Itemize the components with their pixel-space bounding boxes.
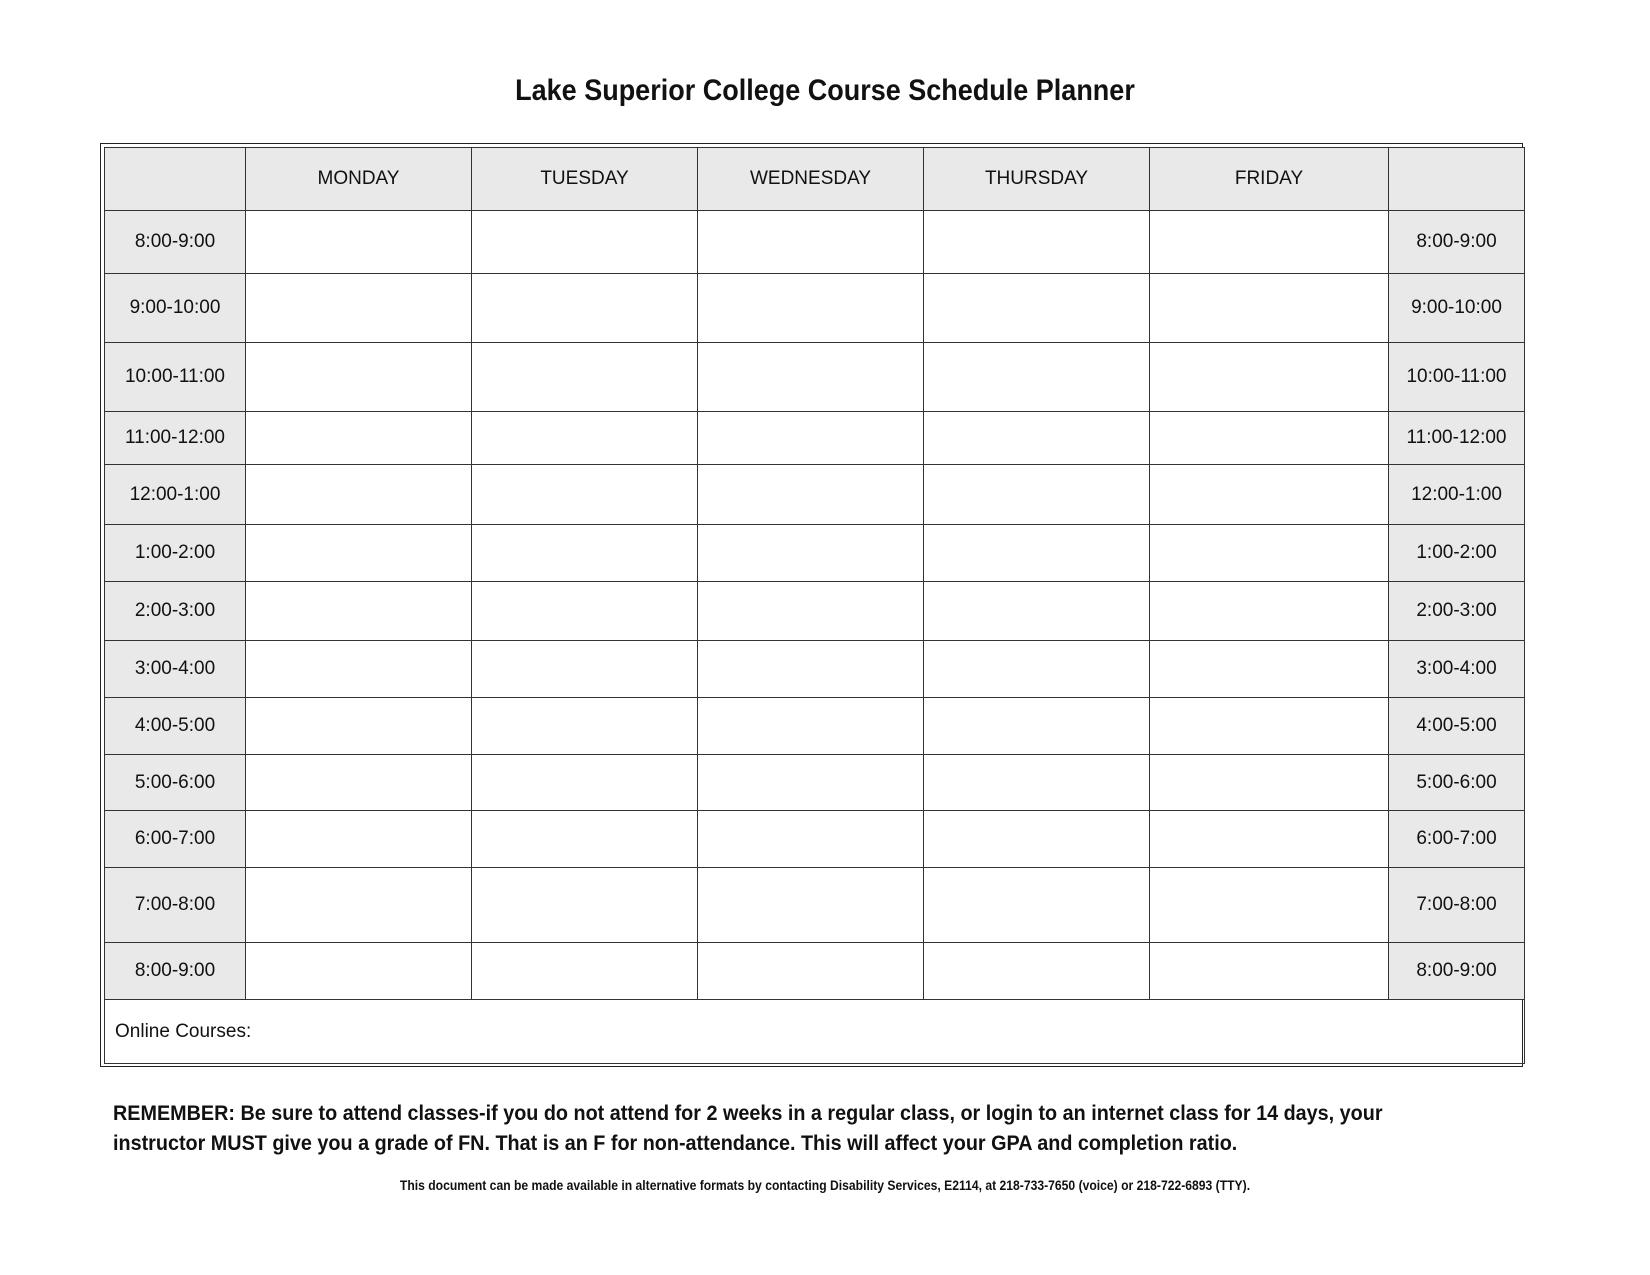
time-label-left: 1:00-2:00 — [105, 525, 246, 582]
page-title: Lake Superior College Course Schedule Planner — [515, 74, 1135, 107]
time-label-left: 8:00-9:00 — [105, 211, 246, 274]
schedule-cell-monday[interactable] — [246, 943, 472, 1000]
day-header-friday: FRIDAY — [1150, 148, 1389, 211]
schedule-cell-tuesday[interactable] — [472, 211, 698, 274]
schedule-cell-monday[interactable] — [246, 641, 472, 698]
time-label-right: 1:00-2:00 — [1389, 525, 1525, 582]
time-label-right: 3:00-4:00 — [1389, 641, 1525, 698]
schedule-cell-monday[interactable] — [246, 868, 472, 943]
schedule-cell-friday[interactable] — [1150, 811, 1389, 868]
schedule-cell-monday[interactable] — [246, 525, 472, 582]
schedule-cell-monday[interactable] — [246, 211, 472, 274]
time-label-left: 2:00-3:00 — [105, 582, 246, 641]
schedule-cell-tuesday[interactable] — [472, 343, 698, 412]
schedule-cell-friday[interactable] — [1150, 211, 1389, 274]
corner-cell-left — [105, 148, 246, 211]
schedule-cell-thursday[interactable] — [924, 525, 1150, 582]
online-courses-row — [105, 1000, 1525, 1064]
time-label-right: 2:00-3:00 — [1389, 582, 1525, 641]
schedule-cell-monday[interactable] — [246, 755, 472, 811]
schedule-cell-thursday[interactable] — [924, 211, 1150, 274]
schedule-cell-thursday[interactable] — [924, 943, 1150, 1000]
schedule-cell-monday[interactable] — [246, 582, 472, 641]
time-row — [105, 641, 1525, 698]
schedule-table — [104, 147, 1525, 1064]
schedule-cell-wednesday[interactable] — [698, 525, 924, 582]
schedule-cell-tuesday[interactable] — [472, 412, 698, 465]
time-label-right: 4:00-5:00 — [1389, 698, 1525, 755]
schedule-cell-thursday[interactable] — [924, 274, 1150, 343]
schedule-cell-thursday[interactable] — [924, 412, 1150, 465]
time-row — [105, 698, 1525, 755]
time-row — [105, 465, 1525, 525]
schedule-cell-thursday[interactable] — [924, 698, 1150, 755]
schedule-cell-friday[interactable] — [1150, 943, 1389, 1000]
day-header-tuesday: TUESDAY — [472, 148, 698, 211]
schedule-cell-thursday[interactable] — [924, 755, 1150, 811]
schedule-cell-wednesday[interactable] — [698, 274, 924, 343]
corner-cell-right — [1389, 148, 1525, 211]
schedule-cell-tuesday[interactable] — [472, 698, 698, 755]
schedule-cell-tuesday[interactable] — [472, 465, 698, 525]
schedule-cell-wednesday[interactable] — [698, 868, 924, 943]
time-row — [105, 525, 1525, 582]
day-header-monday: MONDAY — [246, 148, 472, 211]
schedule-cell-thursday[interactable] — [924, 641, 1150, 698]
header-row — [105, 148, 1525, 211]
schedule-cell-wednesday[interactable] — [698, 811, 924, 868]
schedule-cell-wednesday[interactable] — [698, 465, 924, 525]
day-header-wednesday: WEDNESDAY — [698, 148, 924, 211]
time-label-right: 7:00-8:00 — [1389, 868, 1525, 943]
time-row — [105, 811, 1525, 868]
time-row — [105, 412, 1525, 465]
time-row — [105, 755, 1525, 811]
online-courses-cell[interactable] — [105, 1000, 1525, 1064]
schedule-cell-monday[interactable] — [246, 274, 472, 343]
schedule-cell-tuesday[interactable] — [472, 811, 698, 868]
schedule-cell-friday[interactable] — [1150, 868, 1389, 943]
schedule-cell-thursday[interactable] — [924, 868, 1150, 943]
time-label-left: 8:00-9:00 — [105, 943, 246, 1000]
schedule-cell-friday[interactable] — [1150, 412, 1389, 465]
schedule-cell-wednesday[interactable] — [698, 698, 924, 755]
schedule-cell-tuesday[interactable] — [472, 525, 698, 582]
schedule-cell-tuesday[interactable] — [472, 582, 698, 641]
time-label-left: 6:00-7:00 — [105, 811, 246, 868]
schedule-cell-thursday[interactable] — [924, 343, 1150, 412]
time-row — [105, 343, 1525, 412]
attendance-notice: REMEMBER: Be sure to attend classes-if you do not attend for 2 weeks in a regular class, or login to an internet class for 14 days, your instructor MUST give you a grade of FN. That is an F for non-attendance. This will affect your GPA and completion ratio. — [113, 1101, 1383, 1155]
schedule-cell-thursday[interactable] — [924, 811, 1150, 868]
time-label-right: 10:00-11:00 — [1389, 343, 1525, 412]
time-row — [105, 868, 1525, 943]
time-label-right: 9:00-10:00 — [1389, 274, 1525, 343]
schedule-cell-wednesday[interactable] — [698, 343, 924, 412]
time-label-left: 11:00-12:00 — [105, 412, 246, 465]
schedule-cell-monday[interactable] — [246, 412, 472, 465]
schedule-cell-friday[interactable] — [1150, 343, 1389, 412]
schedule-cell-tuesday[interactable] — [472, 943, 698, 1000]
schedule-cell-wednesday[interactable] — [698, 641, 924, 698]
time-label-left: 7:00-8:00 — [105, 868, 246, 943]
day-header-thursday: THURSDAY — [924, 148, 1150, 211]
schedule-cell-friday[interactable] — [1150, 465, 1389, 525]
schedule-cell-wednesday[interactable] — [698, 412, 924, 465]
schedule-cell-monday[interactable] — [246, 811, 472, 868]
time-row — [105, 211, 1525, 274]
schedule-cell-friday[interactable] — [1150, 698, 1389, 755]
time-label-left: 5:00-6:00 — [105, 755, 246, 811]
time-row — [105, 582, 1525, 641]
time-label-left: 10:00-11:00 — [105, 343, 246, 412]
time-label-left: 9:00-10:00 — [105, 274, 246, 343]
schedule-cell-friday[interactable] — [1150, 755, 1389, 811]
schedule-cell-wednesday[interactable] — [698, 582, 924, 641]
schedule-cell-tuesday[interactable] — [472, 274, 698, 343]
schedule-cell-monday[interactable] — [246, 343, 472, 412]
online-courses-label: Online Courses: — [115, 1020, 252, 1042]
schedule-cell-thursday[interactable] — [924, 582, 1150, 641]
time-label-right: 11:00-12:00 — [1389, 412, 1525, 465]
schedule-cell-tuesday[interactable] — [472, 641, 698, 698]
time-label-right: 6:00-7:00 — [1389, 811, 1525, 868]
schedule-cell-friday[interactable] — [1150, 274, 1389, 343]
time-label-right: 8:00-9:00 — [1389, 943, 1525, 1000]
schedule-cell-tuesday[interactable] — [472, 868, 698, 943]
schedule-cell-monday[interactable] — [246, 698, 472, 755]
schedule-cell-wednesday[interactable] — [698, 943, 924, 1000]
time-label-left: 12:00-1:00 — [105, 465, 246, 525]
time-label-right: 8:00-9:00 — [1389, 211, 1525, 274]
time-label-right: 5:00-6:00 — [1389, 755, 1525, 811]
time-row — [105, 943, 1525, 1000]
schedule-cell-monday[interactable] — [246, 465, 472, 525]
accessibility-footnote: This document can be made available in alternative formats by contacting Disability Services, E2114, at 218-733-7650 (voice) or 218-722-6893 (TTY). — [399, 1178, 1251, 1193]
time-row — [105, 274, 1525, 343]
time-label-left: 4:00-5:00 — [105, 698, 246, 755]
schedule-cell-friday[interactable] — [1150, 641, 1389, 698]
schedule-frame — [100, 143, 1523, 1067]
schedule-cell-friday[interactable] — [1150, 582, 1389, 641]
time-label-right: 12:00-1:00 — [1389, 465, 1525, 525]
schedule-cell-thursday[interactable] — [924, 465, 1150, 525]
schedule-cell-wednesday[interactable] — [698, 755, 924, 811]
time-label-left: 3:00-4:00 — [105, 641, 246, 698]
schedule-cell-friday[interactable] — [1150, 525, 1389, 582]
schedule-cell-wednesday[interactable] — [698, 211, 924, 274]
schedule-cell-tuesday[interactable] — [472, 755, 698, 811]
